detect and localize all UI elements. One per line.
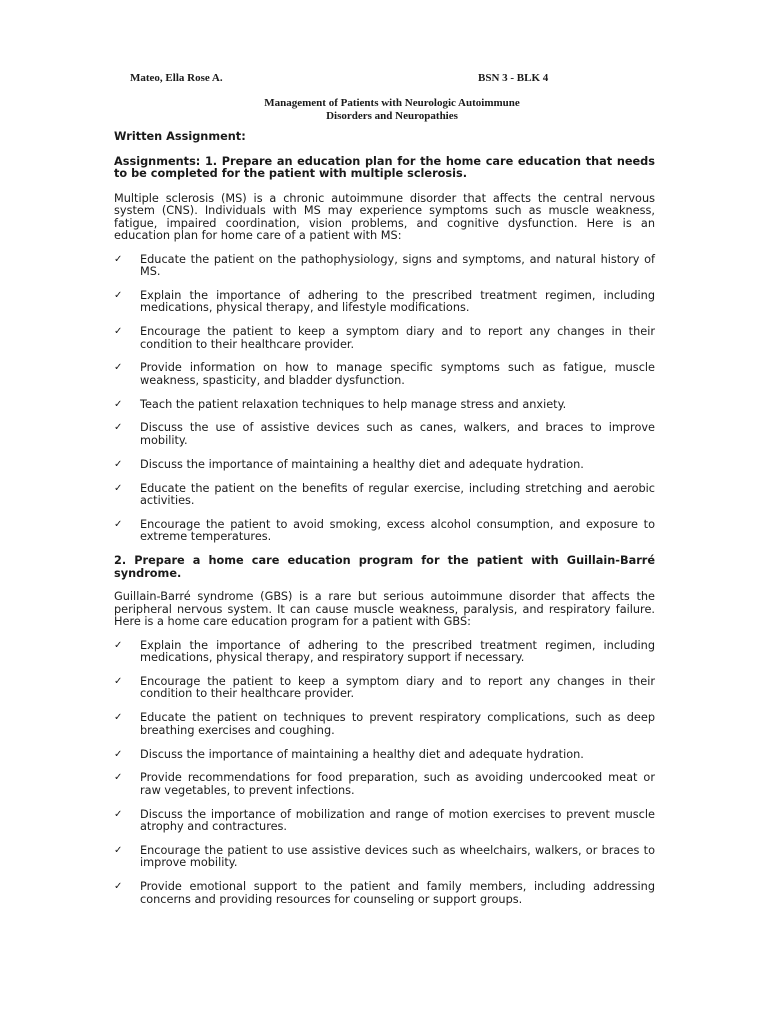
- list-item-text: Teach the patient relaxation techniques to help manage stress and anxiety.: [140, 397, 567, 411]
- list-item: [114, 422, 655, 447]
- list-item: [114, 640, 655, 665]
- list-item: [114, 519, 655, 544]
- checkmark-icon: ✓: [114, 881, 123, 893]
- list-item-text: Provide emotional support to the patient and family members, including addressing concerns and providing resources for counseling or support groups.: [140, 880, 655, 906]
- section-1-heading: Assignments: 1. Prepare an education plan for the home care education that needs to be completed for the patient with multiple sclerosis.: [114, 154, 655, 180]
- checkmark-icon: ✓: [114, 844, 123, 856]
- list-item: [114, 459, 655, 472]
- student-name: Mateo, Ella Rose A.: [130, 72, 223, 84]
- list-item-text: Encourage the patient to avoid smoking, excess alcohol consumption, and exposure to extreme temperatures.: [140, 517, 655, 544]
- list-item: [114, 326, 655, 351]
- checkmark-icon: ✓: [114, 675, 123, 687]
- list-item-text: Encourage the patient to keep a symptom diary and to report any changes in their condition to their healthcare provider.: [140, 325, 655, 351]
- list-item-text: Educate the patient on techniques to prevent respiratory complications, such as deep breathing exercises and coughing.: [140, 711, 655, 737]
- checkmark-icon: ✓: [114, 422, 123, 434]
- list-item: [114, 399, 655, 412]
- section-2-heading: 2. Prepare a home care education program for the patient with Guillain-Barré syndrome.: [114, 554, 655, 580]
- list-item-text: Discuss the use of assistive devices such as canes, walkers, and braces to improve mobility.: [140, 421, 655, 447]
- list-item-text: Explain the importance of adhering to the prescribed treatment regimen, including medications, physical therapy, and respiratory support if necessary.: [140, 638, 655, 665]
- list-item: [114, 254, 655, 279]
- section-1-intro: Multiple sclerosis (MS) is a chronic autoimmune disorder that affects the central nervous system (CNS). Individuals with MS may experience symptoms such as muscle weakness, fatigue, impaired coordination, vision problems, and cognitive dysfunction. Here is an education plan for home care of a patient with MS:: [114, 191, 655, 242]
- checkmark-icon: ✓: [114, 518, 123, 530]
- checkmark-icon: ✓: [114, 772, 123, 784]
- list-item: [114, 809, 655, 834]
- list-item-text: Educate the patient on the benefits of regular exercise, including stretching and aerobic activities.: [140, 481, 655, 508]
- list-item: [114, 749, 655, 762]
- checkmark-icon: ✓: [114, 639, 123, 651]
- checkmark-icon: ✓: [114, 458, 123, 470]
- title-line-1: Management of Patients with Neurologic Autoimmune: [264, 97, 520, 109]
- checkmark-icon: ✓: [114, 326, 123, 338]
- checkmark-icon: ✓: [114, 808, 123, 820]
- list-item: [114, 290, 655, 315]
- list-item-text: Discuss the importance of maintaining a healthy diet and adequate hydration.: [140, 747, 584, 761]
- class-section: BSN 3 - BLK 4: [478, 72, 549, 84]
- list-item: [114, 483, 655, 508]
- written-assignment-label: Written Assignment:: [114, 130, 246, 143]
- title-line-2: Disorders and Neuropathies: [326, 110, 458, 122]
- checkmark-icon: ✓: [114, 748, 123, 760]
- document-body: [114, 131, 655, 918]
- list-item-text: Discuss the importance of maintaining a healthy diet and adequate hydration.: [140, 457, 584, 471]
- list-item: [114, 881, 655, 906]
- list-item: [114, 362, 655, 387]
- list-item-text: Encourage the patient to keep a symptom diary and to report any changes in their condition to their healthcare provider.: [140, 674, 655, 701]
- list-item-text: Provide information on how to manage specific symptoms such as fatigue, muscle weakness, spasticity, and bladder dysfunction.: [140, 361, 655, 387]
- page-header: [130, 72, 554, 84]
- list-item-text: Provide recommendations for food preparation, such as avoiding undercooked meat or raw vegetables, to prevent infections.: [140, 771, 655, 797]
- checkmark-icon: ✓: [114, 253, 123, 265]
- section-2-intro: Guillain-Barré syndrome (GBS) is a rare but serious autoimmune disorder that affects the peripheral nervous system. It can cause muscle weakness, paralysis, and respiratory failure. Here is a home care education program for a patient with GBS:: [114, 590, 655, 629]
- list-item: [114, 772, 655, 797]
- list-item: [114, 676, 655, 701]
- checkmark-icon: ✓: [114, 482, 123, 494]
- checkmark-icon: ✓: [114, 712, 123, 724]
- list-item: [114, 845, 655, 870]
- list-item-text: Explain the importance of adhering to the prescribed treatment regimen, including medications, physical therapy, and lifestyle modifications.: [140, 288, 655, 315]
- list-item: [114, 712, 655, 737]
- document-title: [0, 97, 768, 123]
- section-1-list: [114, 254, 655, 544]
- section-2-list: [114, 640, 655, 907]
- checkmark-icon: ✓: [114, 398, 123, 410]
- list-item-text: Encourage the patient to use assistive devices such as wheelchairs, walkers, or braces to improve mobility.: [140, 843, 655, 870]
- checkmark-icon: ✓: [114, 289, 123, 301]
- list-item-text: Educate the patient on the pathophysiology, signs and symptoms, and natural history of MS.: [140, 252, 655, 278]
- list-item-text: Discuss the importance of mobilization and range of motion exercises to prevent muscle atrophy and contractures.: [140, 807, 655, 834]
- checkmark-icon: ✓: [114, 362, 123, 374]
